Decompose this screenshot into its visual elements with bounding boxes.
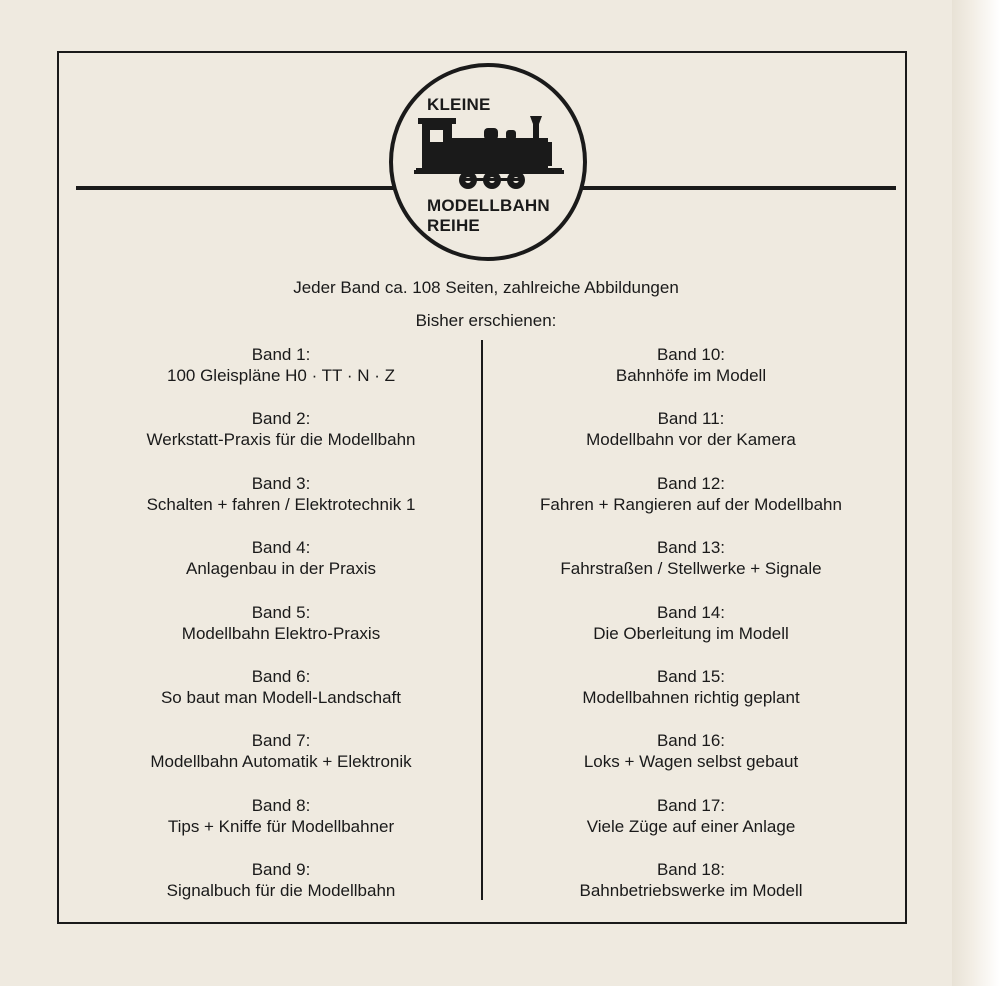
list-item	[502, 795, 880, 859]
band-number: Band 5:	[251, 602, 311, 622]
band-title: Bahnhöfe im Modell	[615, 366, 767, 385]
band-title: Werkstatt-Praxis für die Modellbahn	[146, 430, 416, 450]
band-number: Band 9:	[251, 860, 311, 880]
band-number: Band 18:	[656, 860, 726, 880]
band-title: Tips + Kniffe für Modellbahner	[167, 816, 395, 836]
band-number: Band 1:	[251, 345, 311, 364]
list-item	[100, 666, 462, 730]
band-number: Band 16:	[656, 731, 726, 751]
band-number: Band 14:	[656, 602, 726, 622]
band-number: Band 7:	[251, 731, 311, 751]
band-title: Signalbuch für die Modellbahn	[166, 881, 396, 901]
band-number: Band 11:	[657, 409, 725, 429]
logo-text-bottom	[427, 196, 550, 236]
steam-locomotive-icon	[414, 112, 564, 190]
list-item	[502, 537, 880, 601]
list-item	[100, 602, 462, 666]
list-item	[100, 859, 462, 923]
list-item	[100, 473, 462, 537]
band-number: Band 10:	[656, 345, 726, 364]
list-item	[100, 730, 462, 794]
band-number: Band 2:	[251, 409, 311, 429]
band-title: Loks + Wagen selbst gebaut	[583, 752, 799, 772]
list-item	[502, 859, 880, 923]
band-title: Modellbahn vor der Kamera	[586, 430, 796, 450]
list-item	[100, 408, 462, 472]
band-title: Bahnbetriebswerke im Modell	[579, 881, 803, 901]
list-item	[100, 795, 462, 859]
list-item	[502, 666, 880, 730]
band-title: 100 Gleispläne H0 · TT · N · Z	[166, 366, 395, 385]
band-title: Modellbahnen richtig geplant	[582, 687, 800, 707]
band-number: Band 4:	[251, 538, 311, 558]
logo-text-bottom-line1: MODELLBAHN	[427, 196, 550, 215]
list-item	[502, 473, 880, 537]
band-title: Viele Züge auf einer Anlage	[586, 816, 796, 836]
list-heading: Bisher erschienen:	[415, 311, 557, 330]
band-title: Fahrstraßen / Stellwerke + Signale	[560, 559, 822, 579]
page-edge	[952, 0, 1000, 986]
list-item	[502, 730, 880, 794]
column-divider	[481, 340, 483, 900]
band-title: Anlagenbau in der Praxis	[186, 559, 376, 579]
list-item	[100, 537, 462, 601]
band-number: Band 13:	[656, 538, 726, 558]
band-title: So baut man Modell-Landschaft	[160, 687, 402, 707]
list-item	[502, 408, 880, 472]
list-item	[502, 602, 880, 666]
band-number: Band 3:	[251, 473, 311, 493]
intro-text: Jeder Band ca. 108 Seiten, zahlreiche Abbildungen	[293, 278, 679, 297]
band-title: Modellbahn Automatik + Elektronik	[150, 752, 412, 772]
list-item	[502, 344, 880, 408]
logo-text-bottom-line2: REIHE	[427, 216, 480, 235]
band-number: Band 8:	[251, 795, 311, 815]
band-title: Modellbahn Elektro-Praxis	[181, 623, 381, 643]
band-number: Band 6:	[251, 666, 311, 686]
list-item	[100, 344, 462, 408]
band-number: Band 17:	[656, 795, 726, 815]
right-column	[502, 344, 880, 924]
band-number: Band 15:	[656, 666, 726, 686]
band-title: Die Oberleitung im Modell	[593, 623, 789, 643]
logo-text-top: KLEINE	[427, 95, 491, 114]
band-title: Fahren + Rangieren auf der Modellbahn	[540, 494, 842, 514]
band-number: Band 12:	[656, 473, 726, 493]
left-column	[100, 344, 462, 924]
band-title: Schalten + fahren / Elektrotechnik 1	[146, 494, 416, 514]
